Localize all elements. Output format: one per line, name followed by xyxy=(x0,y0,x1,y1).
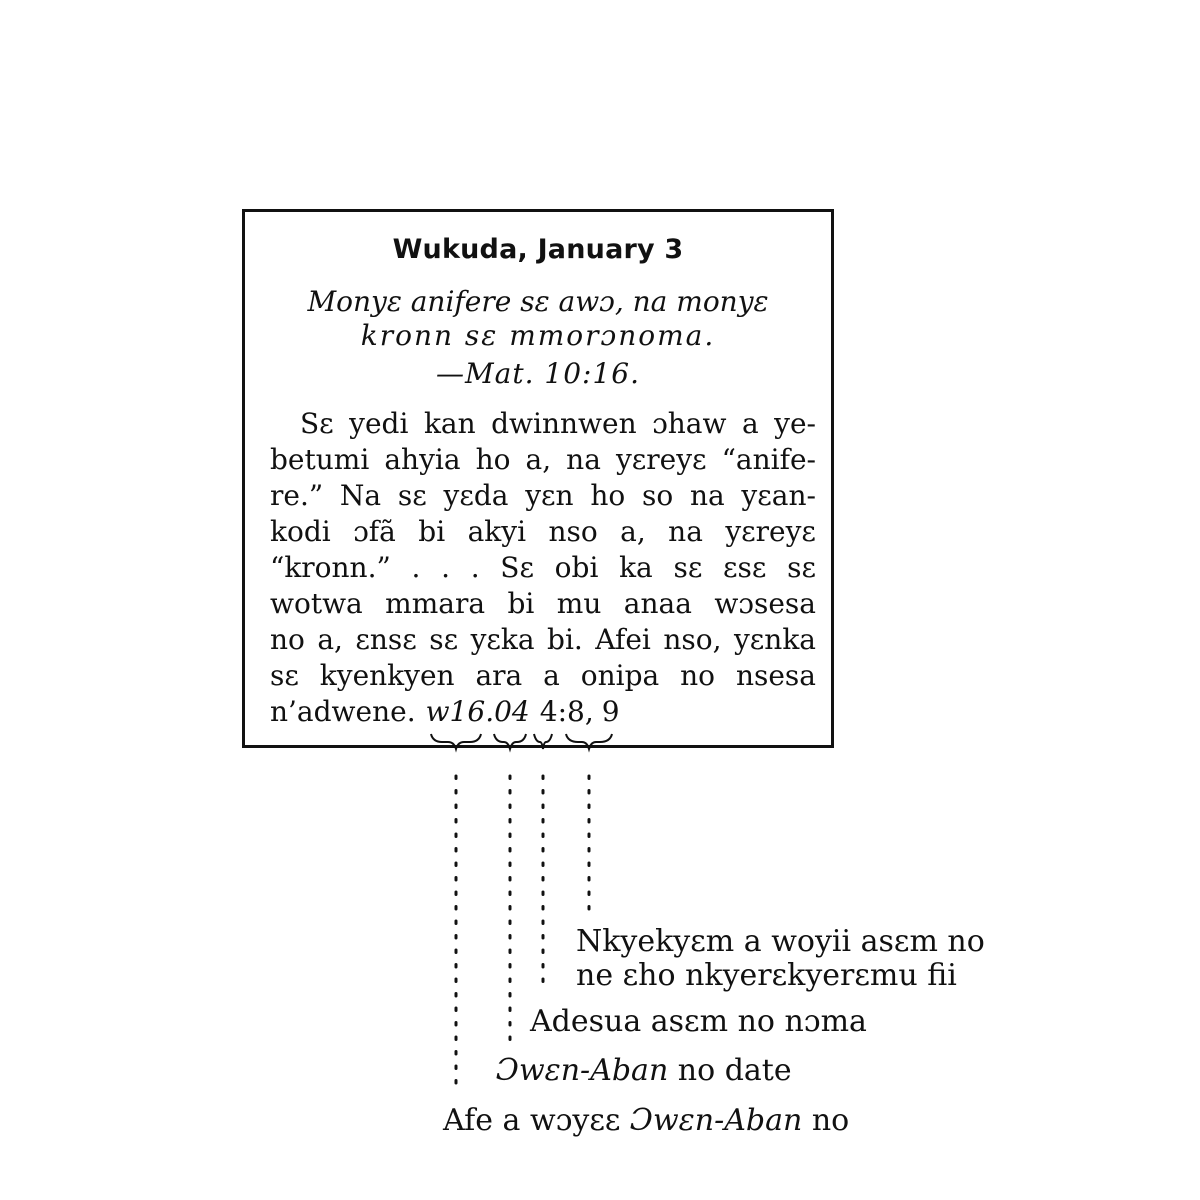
paragraph-word: ho xyxy=(590,479,626,512)
paragraph-word: wotwa xyxy=(270,587,363,620)
paragraph-word: nso xyxy=(548,515,598,548)
caption-issue-year xyxy=(443,1104,849,1138)
paragraph-word: “anife- xyxy=(721,443,816,476)
paragraph-word: ɔhaw xyxy=(652,407,727,440)
issue-month: 04 xyxy=(494,695,530,728)
paragraph-word: anaa xyxy=(623,587,692,620)
caption-issue-date-rest: no date xyxy=(668,1053,792,1088)
paragraph-word: yɛn xyxy=(525,479,574,512)
paragraph-word: nsesa xyxy=(735,659,816,692)
paragraph-word: a, xyxy=(317,623,343,656)
paragraph-word: yɛka xyxy=(470,623,535,656)
paragraph-word: yɛreyɛ xyxy=(725,515,816,548)
card-title: Wukuda, January 3 xyxy=(392,234,684,265)
verse-reference: —Mat. 10:16. xyxy=(435,357,640,390)
paragraph-word: a xyxy=(543,659,560,692)
paragraph-word: yɛreyɛ xyxy=(615,443,707,476)
paragraph-word: ahyia xyxy=(384,443,461,476)
paragraph-word: kodi xyxy=(270,515,331,548)
paragraph-word: na xyxy=(689,479,725,512)
paragraph-word: yɛda xyxy=(443,479,509,512)
caption-page-number: Adesua asɛm no nɔma xyxy=(530,1004,867,1039)
paragraph-word: wɔsesa xyxy=(714,587,816,620)
paragraph-word: akyi xyxy=(467,515,527,548)
caption-issue-year-italic: Ɔwɛn-Aban xyxy=(630,1103,803,1138)
paragraph-word: “kronn.” xyxy=(270,551,391,584)
paragraph-word: kyenkyen xyxy=(319,659,455,692)
caption-paragraphs-line1: Nkyekyɛm a woyii asɛm no xyxy=(576,924,985,959)
paragraph-word: no xyxy=(680,659,716,692)
paragraph-word: Afei xyxy=(595,623,651,656)
paragraph-word: sɛ xyxy=(787,551,816,584)
paragraph-word: ka xyxy=(619,551,653,584)
paragraph-word: ɛnsɛ xyxy=(355,623,417,656)
paragraph-word: na xyxy=(566,443,601,476)
paragraph-word: . xyxy=(411,551,421,584)
issue-separator: . xyxy=(485,695,495,728)
paragraph-numbers: 9 xyxy=(601,695,620,728)
paragraph-word: onipa xyxy=(580,659,660,692)
paragraph-word: . xyxy=(470,551,480,584)
verse-line-1: Monyɛ anifere sɛ awɔ, na monyɛ xyxy=(307,285,769,318)
paragraph-word: betumi xyxy=(270,443,370,476)
paragraph-word: sɛ xyxy=(673,551,703,584)
paragraph-word: ɛsɛ xyxy=(723,551,767,584)
caption-paragraphs-line2: ne ɛho nkyerɛkyerɛmu fii xyxy=(576,958,957,993)
paragraph-word: dwinnwen xyxy=(491,407,637,440)
paragraph-word: sɛ xyxy=(429,623,459,656)
verse-line-2: kronn sɛ mmorɔnoma. xyxy=(360,319,716,352)
paragraph-word: so xyxy=(641,479,674,512)
issue-year: w16 xyxy=(425,695,486,728)
paragraph-word: bi xyxy=(418,515,446,548)
paragraph-word: na xyxy=(668,515,703,548)
paragraph-word: sɛ xyxy=(397,479,427,512)
paragraph-word: mmara xyxy=(385,587,486,620)
paragraph-word: a, xyxy=(525,443,552,476)
caption-issue-year-suffix: no xyxy=(802,1103,850,1138)
paragraph-word: ara xyxy=(475,659,523,692)
paragraph-word: a, xyxy=(620,515,646,548)
caption-issue-year-prefix: Afe a wɔyɛɛ xyxy=(443,1103,631,1138)
paragraph-word: mu xyxy=(556,587,602,620)
paragraph-word: ho xyxy=(475,443,511,476)
page-number: 4:8, xyxy=(539,695,594,728)
paragraph-word: . xyxy=(441,551,450,584)
paragraph-word: no xyxy=(270,623,305,656)
paragraph-word: nso, xyxy=(663,623,722,656)
paragraph-word: bi. xyxy=(547,623,583,656)
paragraph-word: sɛ xyxy=(270,659,299,692)
paragraph-word: ye- xyxy=(774,407,816,440)
paragraph-word: Sɛ xyxy=(300,407,334,440)
paragraph-word: ɔfã xyxy=(353,515,396,548)
paragraph-word: obi xyxy=(554,551,599,584)
paragraph-word: Sɛ xyxy=(500,551,534,584)
paragraph-word: Na xyxy=(339,479,382,512)
caption-issue-date-italic: Ɔwɛn-Aban xyxy=(496,1053,669,1088)
paragraph-word: yedi xyxy=(349,407,409,440)
caption-issue-date xyxy=(496,1054,792,1088)
paragraph-word: bi xyxy=(507,587,535,620)
last-line-text: n’adwene. xyxy=(270,695,416,728)
paragraph-word: kan xyxy=(423,407,476,440)
paragraph-word: a xyxy=(741,407,759,440)
paragraph-word: yɛan- xyxy=(741,479,816,512)
paragraph-word: re.” xyxy=(270,479,324,512)
paragraph-word: yɛnka xyxy=(733,623,816,656)
